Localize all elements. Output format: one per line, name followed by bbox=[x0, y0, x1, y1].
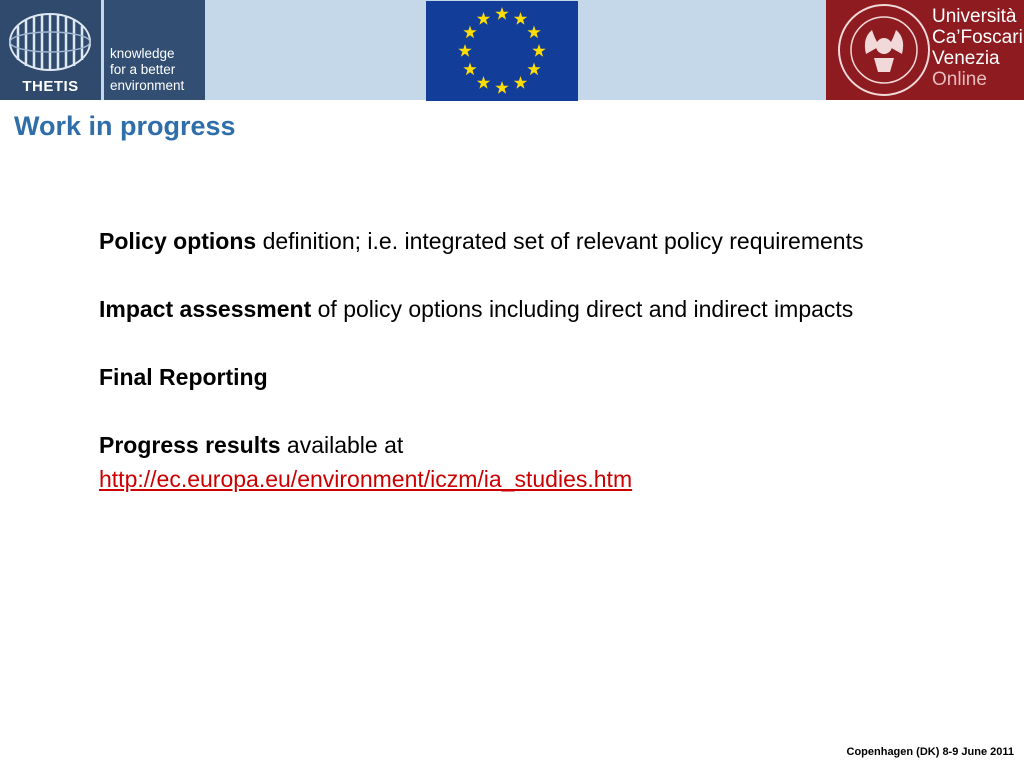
item-heading: Impact assessment bbox=[99, 296, 312, 322]
item-text: available at bbox=[280, 432, 404, 458]
university-online: Online bbox=[932, 69, 987, 90]
university-name bbox=[932, 6, 1024, 90]
list-item bbox=[99, 428, 899, 496]
tagline-line: environment bbox=[110, 78, 185, 93]
university-logo bbox=[826, 0, 1024, 100]
slide-content bbox=[99, 224, 899, 496]
thetis-name: THETIS bbox=[22, 78, 79, 95]
tagline-box bbox=[104, 0, 205, 100]
tagline-line: for a better bbox=[110, 62, 176, 77]
slide-title: Work in progress bbox=[14, 111, 236, 141]
item-heading: Progress results bbox=[99, 432, 281, 458]
progress-results-link[interactable]: http://ec.europa.eu/environment/iczm/ia_studies.htm bbox=[99, 466, 633, 492]
tagline bbox=[110, 46, 205, 94]
item-text: definition; i.e. integrated set of relevant policy requirements bbox=[256, 228, 864, 254]
footer-date: Copenhagen (DK) 8-9 June 2011 bbox=[846, 746, 1014, 758]
list-item bbox=[99, 224, 899, 258]
university-line: Ca’Foscari bbox=[932, 27, 1023, 48]
list-item bbox=[99, 292, 899, 326]
winged-lion-seal-icon bbox=[836, 2, 932, 98]
dome-grid-icon bbox=[6, 6, 94, 74]
item-text: of policy options including direct and indirect impacts bbox=[311, 296, 854, 322]
list-item bbox=[99, 360, 899, 394]
university-line: Università bbox=[932, 6, 1017, 27]
thetis-logo bbox=[0, 0, 101, 100]
eu-flag bbox=[426, 1, 578, 101]
tagline-line: knowledge bbox=[110, 46, 175, 61]
university-line: Venezia bbox=[932, 48, 1000, 69]
item-heading: Policy options bbox=[99, 228, 257, 254]
eu-stars-icon bbox=[426, 1, 578, 101]
item-heading: Final Reporting bbox=[99, 364, 268, 390]
